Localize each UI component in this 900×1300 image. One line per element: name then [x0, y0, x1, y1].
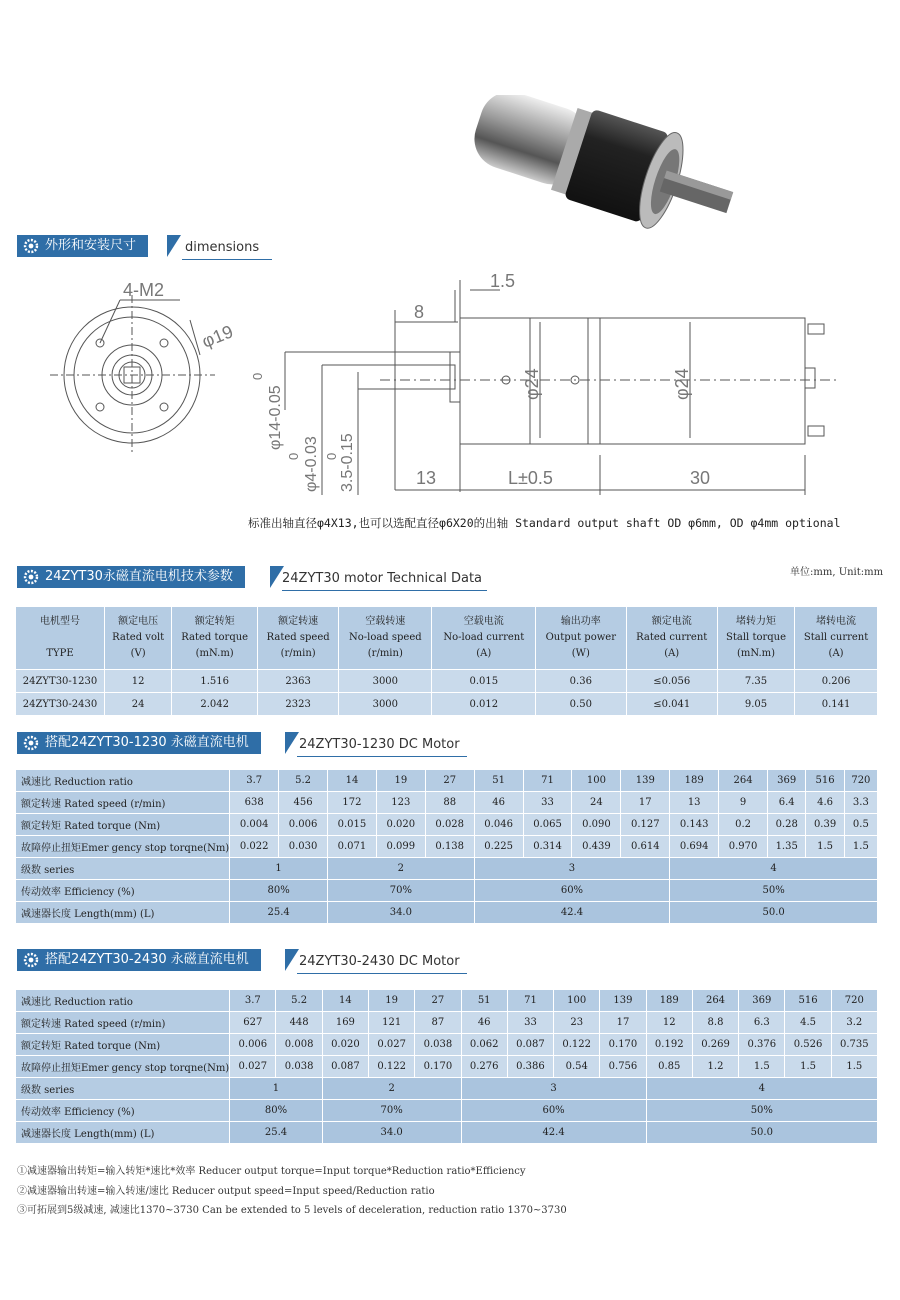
table-cell: 0.2	[719, 814, 768, 836]
table-cell: 4.5	[785, 1012, 831, 1034]
table-cell: 17	[621, 792, 670, 814]
table-cell: 0.439	[572, 836, 621, 858]
table-cell: 0.020	[376, 814, 425, 836]
table-cell: 33	[507, 1012, 553, 1034]
d4-top-label: 0	[286, 452, 301, 460]
table-cell: 0.087	[322, 1056, 368, 1078]
table-cell: 1.5	[806, 836, 844, 858]
header-rated-torque: 额定转矩 Rated torque (mN.m)	[172, 607, 258, 670]
row-label: 级数 series	[16, 858, 230, 880]
section-title-cn: 搭配24ZYT30-1230 永磁直流电机	[45, 735, 249, 750]
table-cell: 0.614	[621, 836, 670, 858]
table-row	[16, 814, 878, 836]
gear-icon	[23, 569, 39, 585]
table-cell: 0.015	[328, 814, 377, 836]
table-cell: 100	[572, 770, 621, 792]
d24a-label: φ24	[522, 368, 542, 400]
footnote: ②减速器输出转速=输入转速/速比 Reducer output speed=Input speed/Reduction ratio	[17, 1185, 435, 1197]
table-cell: 2	[322, 1078, 461, 1100]
table-cell: 0.008	[276, 1034, 322, 1056]
len13-label: 13	[416, 468, 437, 488]
table-cell: 139	[621, 770, 670, 792]
table-cell: 33	[523, 792, 572, 814]
motor-product-photo	[450, 95, 770, 245]
section-title-cn: 24ZYT30永磁直流电机技术参数	[45, 569, 233, 584]
table-row	[16, 858, 878, 880]
table-cell: 1	[230, 858, 328, 880]
table-cell: 456	[279, 792, 328, 814]
table-cell: 0.138	[425, 836, 474, 858]
table-cell: 3	[461, 1078, 646, 1100]
table-cell: 71	[523, 770, 572, 792]
table-cell: 0.39	[806, 814, 844, 836]
table-cell: 1	[230, 1078, 323, 1100]
table-cell: 0.028	[425, 814, 474, 836]
table-cell: 0.022	[230, 836, 279, 858]
holes-label: 4-M2	[123, 280, 165, 300]
row-label: 传动效率 Efficiency (%)	[16, 1100, 230, 1122]
gear-table-1230	[15, 769, 878, 924]
table-cell: 12	[646, 1012, 692, 1034]
table-cell: 121	[369, 1012, 415, 1034]
row-label: 减速比 Reduction ratio	[16, 990, 230, 1012]
table-cell: 189	[670, 770, 719, 792]
table-cell: 123	[376, 792, 425, 814]
header-rated-current: 额定电流 Rated current (A)	[626, 607, 717, 670]
table-row	[16, 1078, 878, 1100]
len15-label: 1.5	[490, 271, 516, 291]
table-row	[16, 990, 878, 1012]
d35-label: 3.5-0.15	[339, 433, 356, 492]
table-cell: 720	[844, 770, 877, 792]
table-cell: 50.0	[670, 902, 878, 924]
footnotes	[17, 1162, 567, 1221]
d14-top-label: 0	[250, 372, 265, 380]
table-cell: 24	[572, 792, 621, 814]
section-title-en: 24ZYT30-2430 DC Motor	[299, 954, 460, 969]
row-label: 级数 series	[16, 1078, 230, 1100]
table-cell: 50%	[670, 880, 878, 902]
table-row	[16, 1122, 878, 1144]
table-cell: 0.5	[844, 814, 877, 836]
table-cell: 17	[600, 1012, 646, 1034]
table-cell: 0.027	[230, 1056, 276, 1078]
table-cell: 80%	[230, 880, 328, 902]
section-header-dimensions	[17, 235, 272, 261]
len8-label: 8	[414, 302, 425, 322]
table-cell: 516	[806, 770, 844, 792]
table-cell: 3.2	[831, 1012, 877, 1034]
section-header-gear2430	[17, 949, 467, 975]
d19-label: φ19	[199, 321, 236, 352]
table-cell: 0.090	[572, 814, 621, 836]
table-cell: 0.065	[523, 814, 572, 836]
table-cell: 0.269	[692, 1034, 738, 1056]
table-cell: 0.276	[461, 1056, 507, 1078]
table-cell: 3.3	[844, 792, 877, 814]
table-cell: 0.071	[328, 836, 377, 858]
table-cell: 0.127	[621, 814, 670, 836]
table-cell: 638	[230, 792, 279, 814]
gear-icon	[23, 952, 39, 968]
table-cell: 60%	[474, 880, 670, 902]
d24b-label: φ24	[672, 368, 692, 400]
header-noload-current: 空载电流 No-load current (A)	[432, 607, 536, 670]
tech-data-table	[15, 606, 878, 716]
table-cell: 4	[670, 858, 878, 880]
table-cell: 14	[328, 770, 377, 792]
table-cell: 0.030	[279, 836, 328, 858]
header-output-power: 输出功率 Output power (W)	[536, 607, 626, 670]
table-cell: 172	[328, 792, 377, 814]
table-cell: 0.099	[376, 836, 425, 858]
table-cell: 46	[474, 792, 523, 814]
table-row	[16, 792, 878, 814]
table-cell: 0.006	[230, 1034, 276, 1056]
table-cell: 0.143	[670, 814, 719, 836]
gear-icon	[23, 735, 39, 751]
table-cell: 1.5	[831, 1056, 877, 1078]
table-cell: 6.3	[739, 1012, 785, 1034]
header-rated-speed: 额定转速 Rated speed (r/min)	[258, 607, 339, 670]
table-cell: 0.062	[461, 1034, 507, 1056]
dimension-drawing	[40, 260, 880, 510]
table-cell: 189	[646, 990, 692, 1012]
table-cell: 70%	[328, 880, 475, 902]
row-label: 额定转速 Rated speed (r/min)	[16, 792, 230, 814]
row-label: 减速器长度 Length(mm) (L)	[16, 1122, 230, 1144]
table-cell: 0.85	[646, 1056, 692, 1078]
section-title-en: 24ZYT30-1230 DC Motor	[299, 737, 460, 752]
table-cell: 27	[415, 990, 461, 1012]
table-row	[16, 1034, 878, 1056]
row-label: 故障停止扭矩Emer gency stop torqne(Nm)	[16, 836, 230, 858]
table-cell: 19	[376, 770, 425, 792]
table-cell: 5.2	[279, 770, 328, 792]
table-cell: 369	[768, 770, 806, 792]
table-cell: 0.027	[369, 1034, 415, 1056]
table-cell: 3.7	[230, 770, 279, 792]
row-label: 额定转矩 Rated torque (Nm)	[16, 1034, 230, 1056]
header-stall-current: 堵转电流 Stall current (A)	[795, 607, 878, 670]
table-cell: 80%	[230, 1100, 323, 1122]
table-cell: 0.28	[768, 814, 806, 836]
table-cell: 42.4	[461, 1122, 646, 1144]
table-row	[16, 836, 878, 858]
table-cell: 27	[425, 770, 474, 792]
table-cell: 627	[230, 1012, 276, 1034]
row-label: 额定转速 Rated speed (r/min)	[16, 1012, 230, 1034]
table-row	[16, 902, 878, 924]
table-cell: 0.192	[646, 1034, 692, 1056]
d4-label: φ4-0.03	[303, 436, 320, 492]
table-cell: 19	[369, 990, 415, 1012]
table-cell: 0.006	[279, 814, 328, 836]
table-cell: 13	[670, 792, 719, 814]
table-cell: 14	[322, 990, 368, 1012]
table-cell: 264	[692, 990, 738, 1012]
table-cell: 448	[276, 1012, 322, 1034]
table-cell: 369	[739, 990, 785, 1012]
len30-label: 30	[690, 468, 711, 488]
table-row	[16, 1012, 878, 1034]
table-cell: 139	[600, 990, 646, 1012]
table-cell: 0.046	[474, 814, 523, 836]
table-cell: 0.225	[474, 836, 523, 858]
table-cell: 46	[461, 1012, 507, 1034]
table-cell: 264	[719, 770, 768, 792]
table-cell: 50%	[646, 1100, 877, 1122]
section-header-tech	[17, 566, 487, 592]
section-title-cn: 外形和安装尺寸	[45, 238, 137, 253]
table-cell: 42.4	[474, 902, 670, 924]
table-cell: 0.087	[507, 1034, 553, 1056]
header-rated-volt: 额定电压 Rated volt (V)	[105, 607, 172, 670]
table-cell: 6.4	[768, 792, 806, 814]
table-row	[16, 880, 878, 902]
gear-table-2430	[15, 989, 878, 1144]
table-cell: 50.0	[646, 1122, 877, 1144]
table-cell: 0.004	[230, 814, 279, 836]
table-row: 24ZYT30-1230 12 1.516 2363 3000 0.015 0.36 ≤0.056 7.35 0.206	[16, 670, 878, 693]
table-cell: 3	[474, 858, 670, 880]
table-cell: 1.5	[844, 836, 877, 858]
table-cell: 8.8	[692, 1012, 738, 1034]
section-title-en: 24ZYT30 motor Technical Data	[282, 571, 483, 586]
table-cell: 1.5	[785, 1056, 831, 1078]
table-cell: 70%	[322, 1100, 461, 1122]
row-label: 减速器长度 Length(mm) (L)	[16, 902, 230, 924]
section-header-gear1230	[17, 732, 467, 758]
table-cell: 0.54	[554, 1056, 600, 1078]
table-cell: 0.970	[719, 836, 768, 858]
section-title-cn: 搭配24ZYT30-2430 永磁直流电机	[45, 952, 249, 967]
table-row	[16, 1056, 878, 1078]
row-label: 减速比 Reduction ratio	[16, 770, 230, 792]
table-cell: 60%	[461, 1100, 646, 1122]
table-cell: 4.6	[806, 792, 844, 814]
unit-note: 单位:mm, Unit:mm	[790, 567, 884, 578]
table-cell: 0.038	[415, 1034, 461, 1056]
row-label: 传动效率 Efficiency (%)	[16, 880, 230, 902]
header-type: 电机型号 TYPE	[16, 607, 105, 670]
table-header-row	[16, 607, 878, 670]
table-cell: 25.4	[230, 1122, 323, 1144]
table-cell: 100	[554, 990, 600, 1012]
table-row	[16, 770, 878, 792]
footnote: ①减速器输出转矩=输入转矩*速比*效率 Reducer output torque=Input torque*Reduction ratio*Efficiency	[17, 1166, 526, 1177]
table-cell: 1.2	[692, 1056, 738, 1078]
table-cell: 71	[507, 990, 553, 1012]
table-cell: 1.35	[768, 836, 806, 858]
table-cell: 0.170	[600, 1034, 646, 1056]
table-cell: 169	[322, 1012, 368, 1034]
table-cell: 88	[425, 792, 474, 814]
table-cell: 23	[554, 1012, 600, 1034]
d35-top-label: 0	[324, 452, 339, 460]
table-cell: 5.2	[276, 990, 322, 1012]
table-cell: 51	[474, 770, 523, 792]
table-row: 24ZYT30-2430 24 2.042 2323 3000 0.012 0.50 ≤0.041 9.05 0.141	[16, 693, 878, 716]
d14-label: φ14-0.05	[267, 385, 284, 450]
header-noload-speed: 空载转速 No-load speed (r/min)	[339, 607, 432, 670]
table-row	[16, 1100, 878, 1122]
section-title-en: dimensions	[185, 240, 260, 255]
table-cell: 3.7	[230, 990, 276, 1012]
table-cell: 0.020	[322, 1034, 368, 1056]
table-cell: 4	[646, 1078, 877, 1100]
shaft-note: 标准出轴直径φ4X13,也可以选配直径φ6X20的出轴 Standard output shaft OD φ6mm, OD φ4mm optional	[248, 516, 841, 530]
table-cell: 0.122	[554, 1034, 600, 1056]
row-label: 额定转矩 Rated torque (Nm)	[16, 814, 230, 836]
table-cell: 0.122	[369, 1056, 415, 1078]
table-cell: 0.756	[600, 1056, 646, 1078]
table-cell: 0.386	[507, 1056, 553, 1078]
table-cell: 720	[831, 990, 877, 1012]
footnote: ③可拓展到5级减速, 减速比1370~3730 Can be extended to 5 levels of deceleration, reduction ratio 1370~3730	[17, 1205, 567, 1216]
table-cell: 2	[328, 858, 475, 880]
table-cell: 0.735	[831, 1034, 877, 1056]
row-label: 故障停止扭矩Emer gency stop torqne(Nm)	[16, 1056, 230, 1078]
table-cell: 0.314	[523, 836, 572, 858]
table-cell: 34.0	[322, 1122, 461, 1144]
table-cell: 25.4	[230, 902, 328, 924]
header-stall-torque: 堵转力矩 Stall torque (mN.m)	[717, 607, 794, 670]
table-cell: 87	[415, 1012, 461, 1034]
table-cell: 0.526	[785, 1034, 831, 1056]
table-cell: 0.376	[739, 1034, 785, 1056]
lenL-label: L±0.5	[508, 468, 553, 488]
table-cell: 0.170	[415, 1056, 461, 1078]
table-cell: 0.694	[670, 836, 719, 858]
table-cell: 0.038	[276, 1056, 322, 1078]
table-cell: 9	[719, 792, 768, 814]
table-cell: 34.0	[328, 902, 475, 924]
table-cell: 51	[461, 990, 507, 1012]
gear-icon	[23, 238, 39, 254]
table-cell: 1.5	[739, 1056, 785, 1078]
table-cell: 516	[785, 990, 831, 1012]
